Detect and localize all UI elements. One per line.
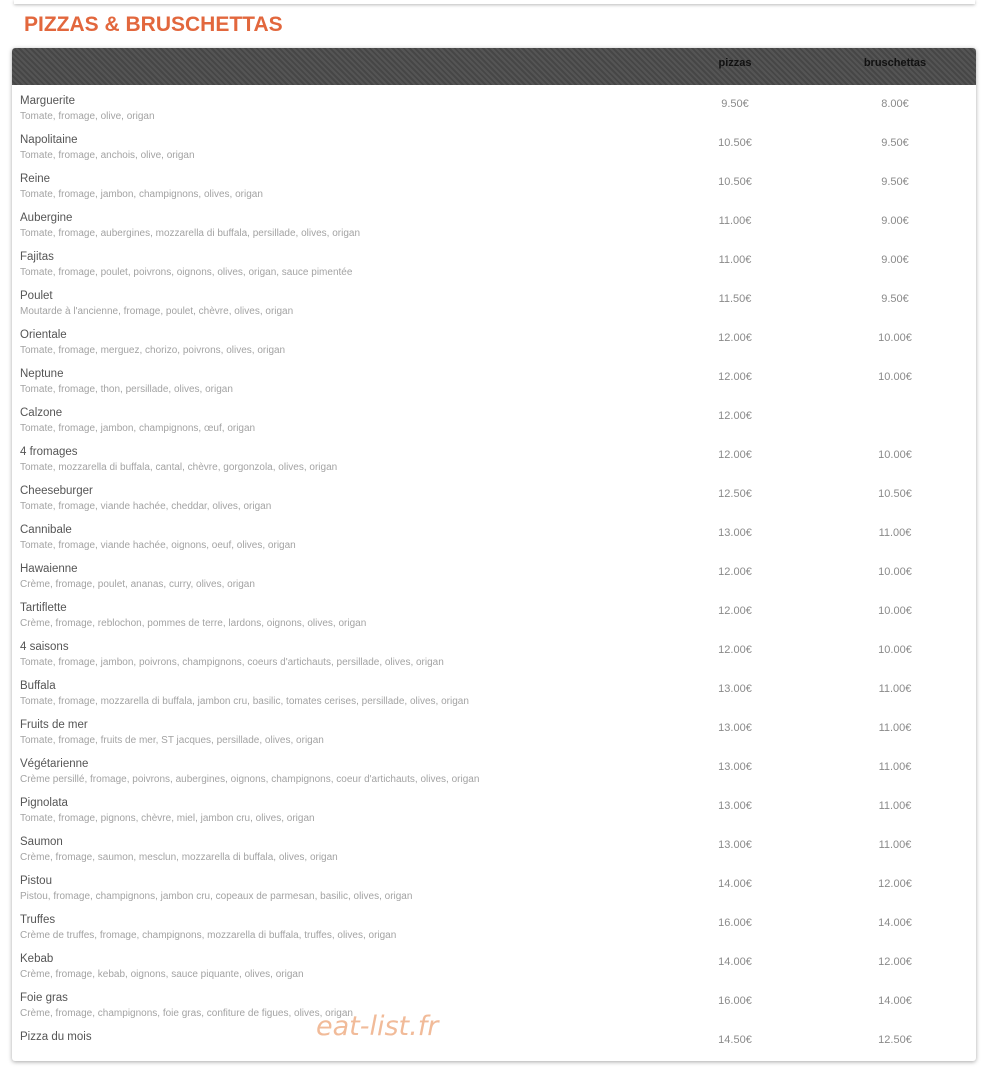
pizza-price: 12.00€	[718, 644, 752, 656]
pizza-price: 13.00€	[718, 722, 752, 734]
pizza-price: 16.00€	[718, 917, 752, 929]
table-row	[12, 251, 976, 290]
table-row	[12, 134, 976, 173]
item-description: Tomate, fromage, olive, origan	[20, 111, 155, 122]
table-row	[12, 797, 976, 836]
menu-table	[12, 48, 976, 1061]
bruschetta-price: 10.00€	[878, 449, 912, 461]
item-name: 4 saisons	[20, 641, 69, 653]
pizza-price: 13.00€	[718, 800, 752, 812]
table-row	[12, 875, 976, 914]
bruschetta-price: 10.00€	[878, 605, 912, 617]
bruschetta-price: 10.00€	[878, 332, 912, 344]
pizza-price: 13.00€	[718, 839, 752, 851]
bruschetta-price: 11.00€	[878, 722, 912, 734]
pizza-price: 14.50€	[718, 1034, 752, 1046]
table-row	[12, 758, 976, 797]
item-name: Pizza du mois	[20, 1031, 92, 1043]
bruschetta-price: 9.50€	[881, 293, 909, 305]
item-name: Foie gras	[20, 992, 68, 1004]
pizza-price: 12.50€	[718, 488, 752, 500]
item-name: Fruits de mer	[20, 719, 88, 731]
bruschetta-price: 11.00€	[878, 839, 912, 851]
table-row	[12, 329, 976, 368]
pizza-price: 10.50€	[718, 137, 752, 149]
item-description: Tomate, fromage, mozzarella di buffala, jambon cru, basilic, tomates cerises, persillade, olives, origan	[20, 696, 469, 707]
item-description: Tomate, fromage, merguez, chorizo, poivrons, olives, origan	[20, 345, 286, 356]
table-row	[12, 641, 976, 680]
bruschetta-price: 9.00€	[881, 215, 909, 227]
pizza-price: 14.00€	[718, 878, 752, 890]
bruschetta-price: 9.50€	[881, 176, 909, 188]
section-title: PIZZAS & BRUSCHETTAS	[24, 13, 283, 36]
pizza-price: 14.00€	[718, 956, 752, 968]
table-row	[12, 914, 976, 953]
pizza-price: 9.50€	[721, 98, 749, 110]
item-name: Buffala	[20, 680, 56, 692]
pizza-price: 16.00€	[718, 995, 752, 1007]
item-description: Tomate, fromage, jambon, champignons, olives, origan	[20, 189, 263, 200]
table-row	[12, 290, 976, 329]
pizza-price: 12.00€	[718, 605, 752, 617]
item-name: Tartiflette	[20, 602, 67, 614]
item-name: Poulet	[20, 290, 53, 302]
pizza-price: 13.00€	[718, 761, 752, 773]
bruschetta-price: 10.00€	[878, 566, 912, 578]
item-name: Neptune	[20, 368, 64, 380]
item-description: Crème, fromage, champignons, foie gras, confiture de figues, olives, origan	[20, 1008, 353, 1019]
item-name: Truffes	[20, 914, 56, 926]
table-row	[12, 173, 976, 212]
item-name: Saumon	[20, 836, 63, 848]
bruschetta-price: 11.00€	[878, 683, 912, 695]
bruschetta-price: 9.00€	[881, 254, 909, 266]
item-name: Reine	[20, 173, 51, 185]
item-name: Cheeseburger	[20, 485, 93, 497]
pizza-price: 12.00€	[718, 449, 752, 461]
item-name: Aubergine	[20, 212, 73, 224]
table-row	[12, 836, 976, 875]
item-name: Hawaienne	[20, 563, 78, 575]
pizza-price: 12.00€	[718, 410, 752, 422]
bruschetta-price: 10.50€	[878, 488, 912, 500]
item-name: Fajitas	[20, 251, 54, 263]
table-body	[12, 85, 976, 1061]
bruschetta-price: 11.00€	[878, 527, 912, 539]
bruschetta-price: 12.50€	[878, 1034, 912, 1046]
table-row	[12, 953, 976, 992]
bruschetta-price: 9.50€	[881, 137, 909, 149]
pizza-price: 12.00€	[718, 332, 752, 344]
bruschetta-price: 14.00€	[878, 995, 912, 1007]
item-description: Tomate, fromage, viande hachée, cheddar, olives, origan	[20, 501, 272, 512]
item-description: Tomate, fromage, fruits de mer, ST jacques, persillade, olives, origan	[20, 735, 324, 746]
item-description: Pistou, fromage, champignons, jambon cru, copeaux de parmesan, basilic, olives, origan	[20, 891, 413, 902]
item-name: 4 fromages	[20, 446, 78, 458]
pizza-price: 13.00€	[718, 527, 752, 539]
table-row	[12, 602, 976, 641]
pizza-price: 12.00€	[718, 566, 752, 578]
table-row	[12, 407, 976, 446]
item-description: Tomate, fromage, aubergines, mozzarella di buffala, persillade, olives, origan	[20, 228, 360, 239]
table-row	[12, 563, 976, 602]
bruschetta-price: 12.00€	[878, 878, 912, 890]
item-description: Crème, fromage, poulet, ananas, curry, olives, origan	[20, 579, 255, 590]
item-description: Moutarde à l'ancienne, fromage, poulet, chèvre, olives, origan	[20, 306, 294, 317]
item-name: Napolitaine	[20, 134, 78, 146]
table-row	[12, 524, 976, 563]
item-name: Pignolata	[20, 797, 68, 809]
item-description: Tomate, fromage, poulet, poivrons, oignons, olives, origan, sauce pimentée	[20, 267, 353, 278]
bruschetta-price: 11.00€	[878, 800, 912, 812]
table-row	[12, 368, 976, 407]
item-name: Calzone	[20, 407, 63, 419]
item-description: Tomate, fromage, thon, persillade, olives, origan	[20, 384, 233, 395]
item-description: Crème, fromage, kebab, oignons, sauce piquante, olives, origan	[20, 969, 304, 980]
table-row	[12, 1031, 976, 1061]
item-description: Tomate, mozzarella di buffala, cantal, chèvre, gorgonzola, olives, origan	[20, 462, 338, 473]
pizza-price: 12.00€	[718, 371, 752, 383]
item-description: Tomate, fromage, pignons, chèvre, miel, jambon cru, olives, origan	[20, 813, 315, 824]
item-description: Crème de truffes, fromage, champignons, mozzarella di buffala, truffes, olives, origan	[20, 930, 397, 941]
item-name: Cannibale	[20, 524, 72, 536]
table-row	[12, 212, 976, 251]
bruschetta-price: 10.00€	[878, 644, 912, 656]
column-header-pizzas: pizzas	[718, 57, 752, 69]
top-card-edge	[14, 0, 975, 4]
item-description: Crème, fromage, reblochon, pommes de terre, lardons, oignons, olives, origan	[20, 618, 367, 629]
item-description: Crème, fromage, saumon, mesclun, mozzarella di buffala, olives, origan	[20, 852, 338, 863]
item-description: Tomate, fromage, jambon, champignons, œuf, origan	[20, 423, 256, 434]
table-row	[12, 680, 976, 719]
table-row	[12, 95, 976, 134]
column-header-bruschettas: bruschettas	[863, 57, 927, 69]
table-row	[12, 992, 976, 1031]
item-name: Marguerite	[20, 95, 75, 107]
item-description: Tomate, fromage, jambon, poivrons, champignons, coeurs d'artichauts, persillade, olives, origan	[20, 657, 444, 668]
pizza-price: 11.00€	[718, 215, 752, 227]
table-row	[12, 719, 976, 758]
item-description: Tomate, fromage, anchois, olive, origan	[20, 150, 195, 161]
item-description: Tomate, fromage, viande hachée, oignons, oeuf, olives, origan	[20, 540, 296, 551]
item-name: Orientale	[20, 329, 67, 341]
item-name: Pistou	[20, 875, 52, 887]
pizza-price: 13.00€	[718, 683, 752, 695]
bruschetta-price: 12.00€	[878, 956, 912, 968]
table-header	[12, 48, 976, 85]
pizza-price: 11.50€	[718, 293, 752, 305]
table-row	[12, 485, 976, 524]
bruschetta-price: 14.00€	[878, 917, 912, 929]
item-name: Végétarienne	[20, 758, 89, 770]
bruschetta-price: 10.00€	[878, 371, 912, 383]
bruschetta-price: 8.00€	[881, 98, 909, 110]
item-description: Crème persillé, fromage, poivrons, aubergines, oignons, champignons, coeur d'artichauts, olives, origan	[20, 774, 480, 785]
watermark-text: eat-list.fr	[316, 1011, 439, 1042]
table-row	[12, 446, 976, 485]
pizza-price: 11.00€	[718, 254, 752, 266]
bruschetta-price: 11.00€	[878, 761, 912, 773]
item-name: Kebab	[20, 953, 54, 965]
pizza-price: 10.50€	[718, 176, 752, 188]
